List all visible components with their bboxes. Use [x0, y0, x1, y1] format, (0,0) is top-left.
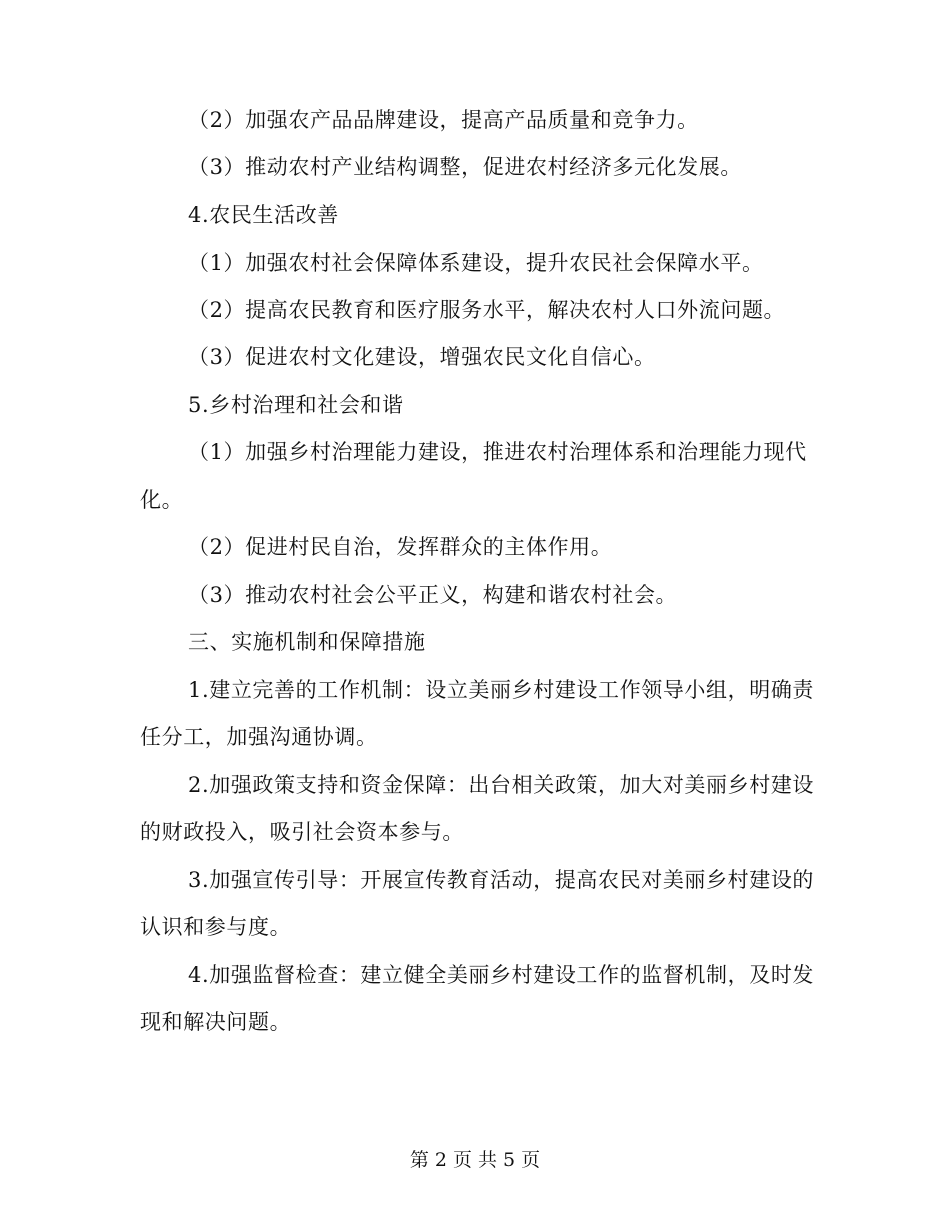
paragraph-line: 4.加强监督检查：建立健全美丽乡村建设工作的监督机制，及时发 — [188, 963, 815, 987]
paragraph-line: 1.建立完善的工作机制：设立美丽乡村建设工作领导小组，明确责 — [188, 678, 815, 702]
paragraph-line: 化。 — [140, 488, 184, 512]
section-heading: 三、实施机制和保障措施 — [188, 630, 426, 654]
section-heading: 5.乡村治理和社会和谐 — [188, 393, 404, 417]
paragraph-line: （2）加强农产品品牌建设，提高产品质量和竞争力。 — [188, 108, 699, 132]
paragraph-line: （1）加强农村社会保障体系建设，提升农民社会保障水平。 — [188, 251, 764, 275]
paragraph-line: 的财政投入，吸引社会资本参与。 — [140, 820, 464, 844]
paragraph-line: （3）推动农村产业结构调整，促进农村经济多元化发展。 — [188, 155, 742, 179]
paragraph-line: 现和解决问题。 — [140, 1010, 292, 1034]
paragraph-line: 认识和参与度。 — [140, 915, 292, 939]
section-heading: 4.农民生活改善 — [188, 203, 339, 227]
paragraph-line: （2）促进村民自治，发挥群众的主体作用。 — [188, 535, 613, 559]
paragraph-line: （3）推动农村社会公平正义，构建和谐农村社会。 — [188, 583, 678, 607]
paragraph-line: 任分工，加强沟通协调。 — [140, 725, 378, 749]
paragraph-line: （2）提高农民教育和医疗服务水平，解决农村人口外流问题。 — [188, 298, 786, 322]
page-number-footer: 第 2 页 共 5 页 — [409, 1149, 541, 1171]
paragraph-line: （3）促进农村文化建设，增强农民文化自信心。 — [188, 345, 656, 369]
paragraph-line: 2.加强政策支持和资金保障：出台相关政策，加大对美丽乡村建设 — [188, 773, 815, 797]
paragraph-line: 3.加强宣传引导：开展宣传教育活动，提高农民对美丽乡村建设的 — [188, 868, 815, 892]
paragraph-line: （1）加强乡村治理能力建设，推进农村治理体系和治理能力现代 — [188, 440, 807, 464]
